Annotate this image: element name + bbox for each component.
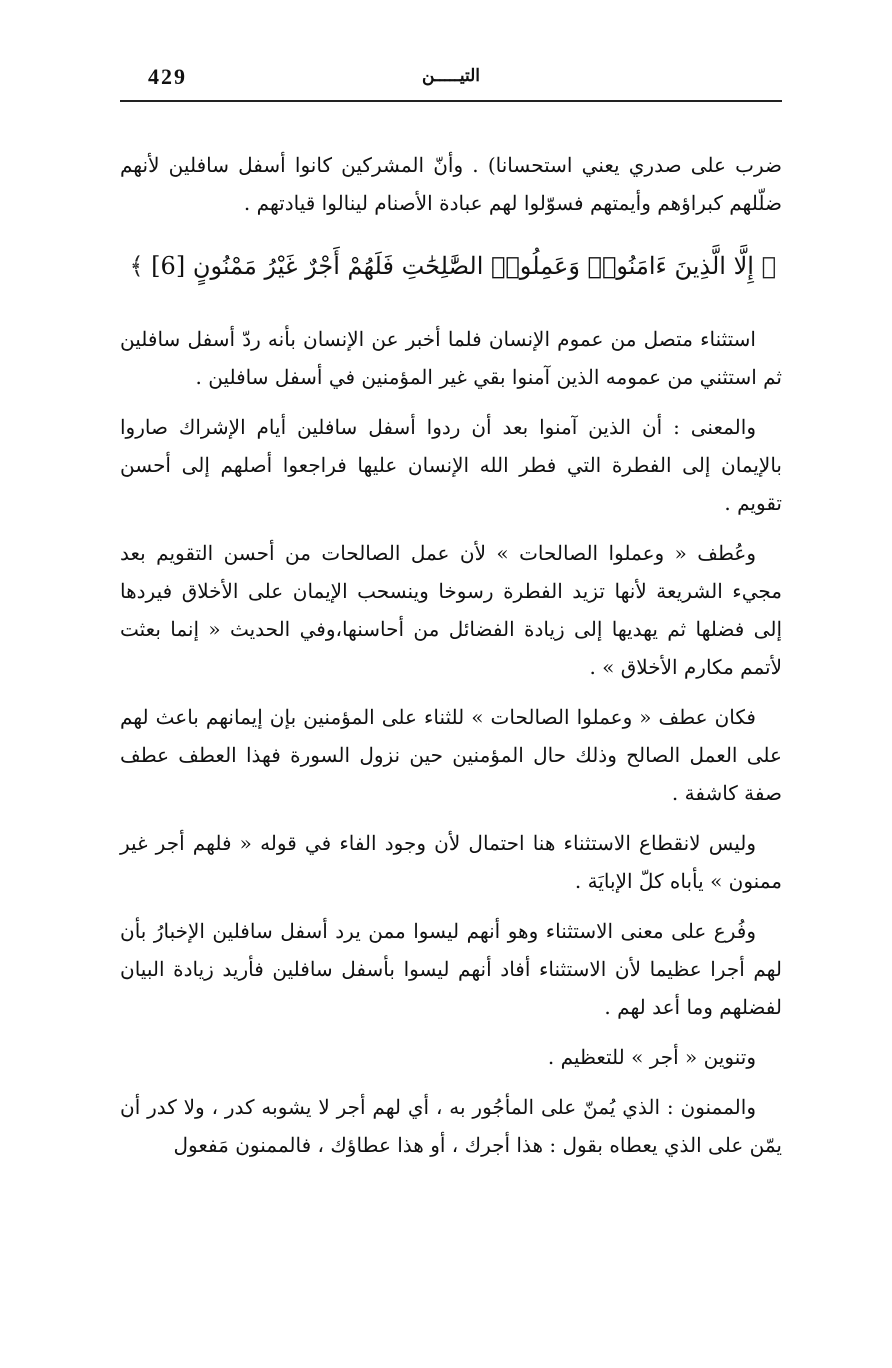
paragraph: والمعنى : أن الذين آمنوا بعد أن ردوا أسفل سافلين أيام الإشراك صاروا بالإيمان إلى الفطرة التي فطر الله الإنسان عليها فراجعوا أصلهم إلى أحسن تقويم . (120, 415, 782, 515)
paragraph: استثناء متصل من عموم الإنسان فلما أخبر عن الإنسان بأنه ردّ أسفل سافلين ثم استثني من عمومه الذين آمنوا بقي غير المؤمنين في أسفل سافلين . (120, 327, 782, 389)
paragraph: وعُطف « وعملوا الصالحات » لأن عمل الصالحات من أحسن التقويم بعد مجيء الشريعة لأنها تزيد الفطرة رسوخا وينسحب الإيمان على الأخلاق فيردها إلى فضلها ثم يهديها إلى زيادة الفضائل من أحاسنها،وفي الحديث « إنما بعثت لأتمم مكارم الأخلاق » . (120, 541, 782, 679)
quran-verse (120, 242, 782, 290)
paragraph: وفُرع على معنى الاستثناء وهو أنهم ليسوا ممن يرد أسفل سافلين الإخبارُ بأن لهم أجرا عظيما لأن الاستثناء أفاد أنهم ليسوا بأسفل سافلين فأريد زيادة البيان لفضلهم وما أعد لهم . (120, 919, 782, 1019)
paragraph: وتنوين « أجر » للتعظيم . (547, 1045, 756, 1069)
page-number: 429 (148, 64, 187, 89)
paragraph: والممنون : الذي يُمنّ على المأجُور به ، أي لهم أجر لا يشوبه كدر ، ولا كدر أن يمّن على الذي يعطاه بقول : هذا أجرك ، أو هذا عطاؤك ، فالممنون مَفعول (120, 1095, 782, 1157)
running-title: التيـــــن (421, 66, 480, 86)
paragraph: ضرب على صدري يعني استحسانا) . وأنّ المشركين كانوا أسفل سافلين لأنهم ضلّلهم كبراؤهم وأيمتهم فسوّلوا لهم عبادة الأصنام لينالوا قيادتهم . (120, 153, 782, 215)
paragraph: فكان عطف « وعملوا الصالحات » للثناء على المؤمنين بإن إيمانهم باعث لهم على العمل الصالح وذلك حال المؤمنين حين نزول السورة فهذا العطف عطف صفة كاشفة . (120, 705, 782, 805)
page-body (120, 146, 782, 1176)
verse-close-bracket: ﴾ (129, 252, 144, 280)
page-header (120, 60, 782, 102)
verse-text: إِلَّا الَّذِينَ ءَامَنُوا۟ وَعَمِلُوا۟ الصَّٰلِحَٰتِ فَلَهُمْ أَجْرٌ غَيْرُ مَمْنُونٍ [6] (151, 252, 754, 280)
paragraph: وليس لانقطاع الاستثناء هنا احتمال لأن وجود الفاء في قوله « فلهم أجر غير ممنون » يأباه كلّ الإبايَة . (120, 831, 782, 893)
verse-open-bracket: ﴿ (761, 252, 776, 280)
